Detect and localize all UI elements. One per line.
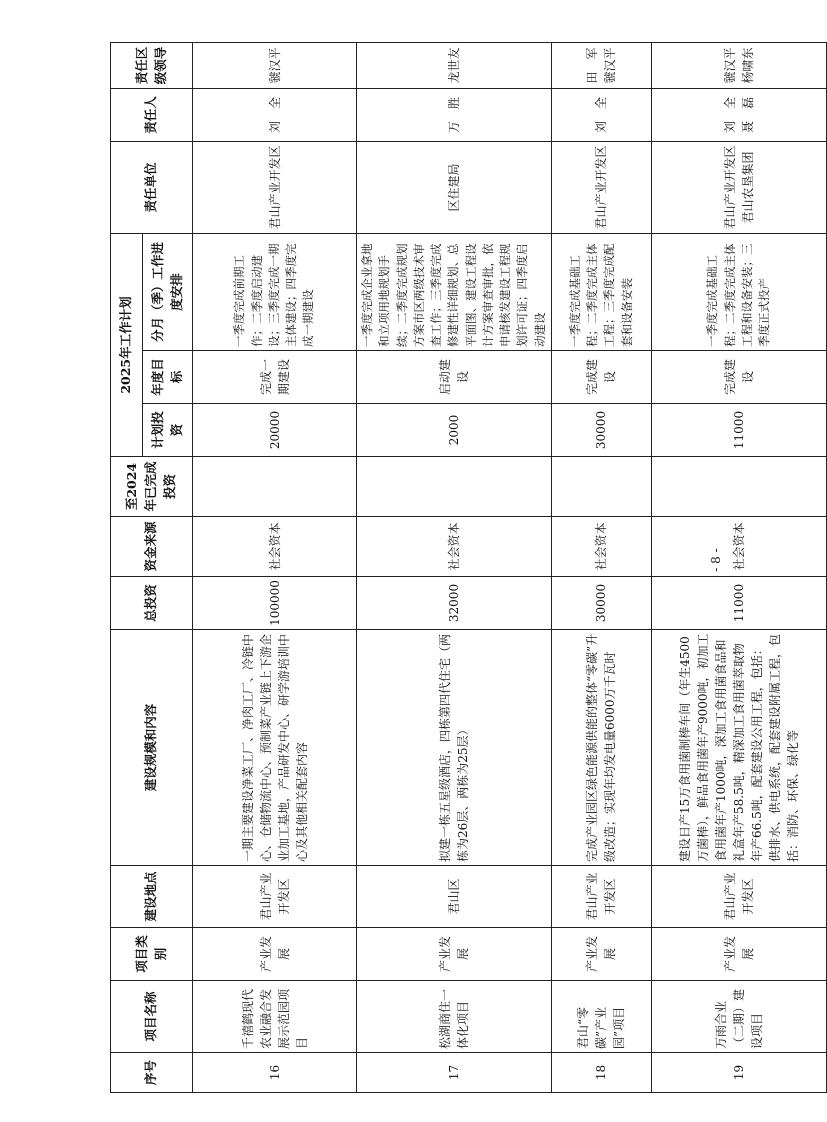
cell-person: 刘 全 xyxy=(551,89,651,142)
cell-unit: 区住建局 xyxy=(357,142,552,234)
cell-leader: 虢汉平 杨啸东 xyxy=(651,43,826,89)
cell-target: 完成建设 xyxy=(651,351,826,404)
header-location: 建设地点 xyxy=(111,866,193,928)
cell-plan-invest: 30000 xyxy=(551,404,651,457)
cell-location: 君山产业开发区 xyxy=(651,866,826,928)
cell-plan-invest: 20000 xyxy=(193,404,357,457)
cell-unit: 君山产业开发区 xyxy=(193,142,357,234)
table-row xyxy=(193,43,357,1093)
cell-scale: 一期主要建设净菜工厂、净肉工厂、冷链中心、仓储物流中心、预制菜产业链上下游企业加工基地，产品研发中心、研学游培训中心及其他相关配套内容 xyxy=(193,630,357,866)
cell-name: 千禧鹤现代农业融合发展示范园项目 xyxy=(193,981,357,1053)
cell-category: 产业发展 xyxy=(551,928,651,981)
cell-seq: 19 xyxy=(651,1053,826,1093)
cell-unit: 君山产业开发区 君山农垦集团 xyxy=(651,142,826,234)
cell-fund: 社会资本 xyxy=(551,517,651,577)
page-number: - 8 - xyxy=(709,548,723,572)
cell-location: 君山产业开发区 xyxy=(193,866,357,928)
header-category: 项目类别 xyxy=(111,928,193,981)
cell-leader: 龙世友 xyxy=(357,43,552,89)
cell-target: 完成建设 xyxy=(551,351,651,404)
table-row xyxy=(551,43,651,1093)
header-person: 责任人 xyxy=(111,89,193,142)
cell-person: 刘 全 xyxy=(193,89,357,142)
cell-category: 产业发展 xyxy=(651,928,826,981)
header-target: 年度目标 xyxy=(143,351,193,404)
cell-scale: 建设日产15万食用菌制棒车间（年生4500万菌棒），鲜品食用菌年产9000吨，初加工食用菌年产1000吨，深加工食用菌食品和礼盒年产58.5吨，精深加工食用菌萃取物年产66.5吨，配套建设公用工程，包括：供排水、供电系统，配套建设附属工程，包括：消防、环保、绿化等 xyxy=(651,630,826,866)
cell-seq: 16 xyxy=(193,1053,357,1093)
cell-name: 松湖商住一体化项目 xyxy=(357,981,552,1053)
header-plan-invest: 计划投资 xyxy=(143,404,193,457)
cell-scale: 拟建一栋五星级酒店，四栋第四代住宅（两栋为26层、两栋为25层） xyxy=(357,630,552,866)
cell-leader: 虢汉平 xyxy=(193,43,357,89)
cell-leader: 田 军 虢汉平 xyxy=(551,43,651,89)
table-row xyxy=(357,43,552,1093)
cell-person: 万 胜 xyxy=(357,89,552,142)
cell-plan-invest: 11000 xyxy=(651,404,826,457)
cell-location: 君山产业开发区 xyxy=(551,866,651,928)
cell-target: 启动建设 xyxy=(357,351,552,404)
header-plan2025: 2025年工作计划 xyxy=(111,234,143,457)
cell-done2024 xyxy=(193,457,357,517)
header-unit: 责任单位 xyxy=(111,142,193,234)
cell-location: 君山区 xyxy=(357,866,552,928)
cell-fund: 社会资本 xyxy=(193,517,357,577)
cell-done2024 xyxy=(651,457,826,517)
cell-total: 100000 xyxy=(193,577,357,630)
cell-unit: 君山产业开发区 xyxy=(551,142,651,234)
header-seq: 序号 xyxy=(111,1053,193,1093)
cell-quarterly: 一季度完成前期工作；二季度启动建设；三季度完成一期主体建设；四季度完成一期建设 xyxy=(193,234,357,351)
cell-fund: 社会资本 xyxy=(651,517,826,577)
cell-plan-invest: 2000 xyxy=(357,404,552,457)
cell-done2024 xyxy=(357,457,552,517)
rotated-table-page xyxy=(110,43,803,1093)
cell-total: 11000 xyxy=(651,577,826,630)
header-quarterly: 分月（季）工作进度安排 xyxy=(143,234,193,351)
cell-category: 产业发展 xyxy=(193,928,357,981)
cell-quarterly: 一季度完成基础工程；二季度完成主体工程和设备安装；三季度正式投产 xyxy=(651,234,826,351)
header-fund: 资金来源 xyxy=(111,517,193,577)
header-leader: 责任区级领导 xyxy=(111,43,193,89)
cell-seq: 17 xyxy=(357,1053,552,1093)
cell-target: 完成一期建设 xyxy=(193,351,357,404)
cell-scale: 完成产业园区绿色能源供能的整体“零碳”升级改造；实现年均发电量6000万千瓦时 xyxy=(551,630,651,866)
cell-person: 刘 全 聂 磊 xyxy=(651,89,826,142)
cell-name: 君山“零碳”产业园”项目 xyxy=(551,981,651,1053)
cell-quarterly: 一季度完成企业拿地和立项用地规划手续；二季度完成规划方案市区两级技术审查工作；三季度完成修建性详细规划、总平面图、建设工程设计方案审查审批，依申请核发建设工程规划许可证；四季度启动建设 xyxy=(357,234,552,351)
cell-fund: 社会资本 xyxy=(357,517,552,577)
cell-seq: 18 xyxy=(551,1053,651,1093)
header-done2024: 至2024年已完成投资 xyxy=(111,457,193,517)
cell-category: 产业发展 xyxy=(357,928,552,981)
cell-quarterly: 一季度完成基础工程；二季度完成主体工程；三季度完成配套和设备安装 xyxy=(551,234,651,351)
cell-total: 30000 xyxy=(551,577,651,630)
header-name: 项目名称 xyxy=(111,981,193,1053)
header-scale: 建设规模和内容 xyxy=(111,630,193,866)
cell-total: 32000 xyxy=(357,577,552,630)
cell-name: 万雨合业（二期）建设项目 xyxy=(651,981,826,1053)
cell-done2024 xyxy=(551,457,651,517)
header-total: 总投资 xyxy=(111,577,193,630)
